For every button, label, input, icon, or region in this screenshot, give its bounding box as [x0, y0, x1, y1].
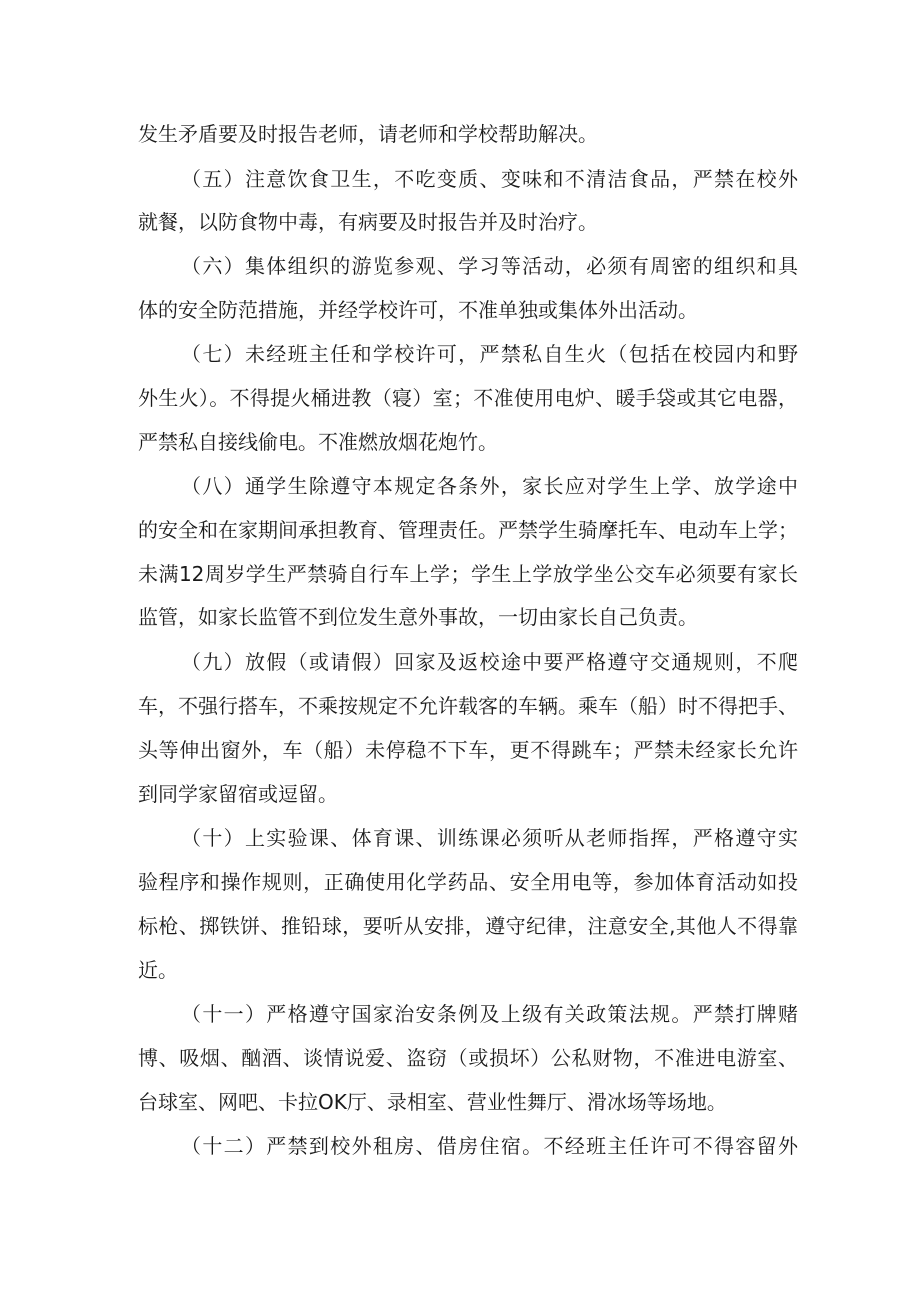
text-line: 博、吸烟、酗酒、谈情说爱、盗窃（或损坏）公私财物，不准进电游室、: [138, 1046, 798, 1070]
text-line: 台球室、网吧、卡拉OK厅、录相室、营业性舞厅、滑冰场等场地。: [138, 1090, 727, 1114]
text-line: （九）放假（或请假）回家及返校途中要严格遵守交通规则，不爬: [181, 650, 798, 674]
text-line: 外生火）。不得提火桶进教（寝）室；不准使用电炉、暖手袋或其它电器，: [138, 386, 798, 410]
text-line: 车，不强行搭车，不乘按规定不允许载客的车辆。乘车（船）时不得把手、: [138, 694, 798, 718]
text-line: （八）通学生除遵守本规定各条外，家长应对学生上学、放学途中: [181, 474, 798, 498]
text-line: 未满12周岁学生严禁骑自行车上学；学生上学放学坐公交车必须要有家长: [138, 562, 798, 586]
text-line: （五）注意饮食卫生，不吃变质、变味和不清洁食品，严禁在校外: [181, 167, 798, 191]
text-line: 发生矛盾要及时报告老师，请老师和学校帮助解决。: [138, 122, 598, 146]
text-line: （十二）严禁到校外租房、借房住宿。不经班主任许可不得容留外: [181, 1134, 798, 1158]
text-line: 头等伸出窗外，车（船）未停稳不下车，更不得跳车；严禁未经家长允许: [138, 738, 798, 762]
text-line: 标枪、掷铁饼、推铅球，要听从安排，遵守纪律，注意安全,其他人不得靠: [138, 914, 798, 938]
text-line: 验程序和操作规则，正确使用化学药品、安全用电等，参加体育活动如投: [138, 870, 798, 894]
text-line: 监管，如家长监管不到位发生意外事故，一切由家长自己负责。: [138, 605, 698, 629]
text-line: 近。: [138, 958, 178, 982]
text-line: 体的安全防范措施，并经学校许可，不准单独或集体外出活动。: [138, 298, 698, 322]
text-line: （十一）严格遵守国家治安条例及上级有关政策法规。严禁打牌赌: [181, 1002, 798, 1026]
text-line: 到同学家留宿或逗留。: [138, 782, 338, 806]
text-line: 严禁私自接线偷电。不准燃放烟花炮竹。: [138, 430, 498, 454]
text-line: （七）未经班主任和学校许可，严禁私自生火（包括在校园内和野: [181, 342, 798, 366]
text-line: （六）集体组织的游览参观、学习等活动，必须有周密的组织和具: [181, 254, 798, 278]
text-line: 的安全和在家期间承担教育、管理责任。严禁学生骑摩托车、电动车上学；: [138, 518, 798, 542]
text-line: 就餐，以防食物中毒，有病要及时报告并及时治疗。: [138, 210, 598, 234]
text-line: （十）上实验课、体育课、训练课必须听从老师指挥，严格遵守实: [181, 826, 798, 850]
